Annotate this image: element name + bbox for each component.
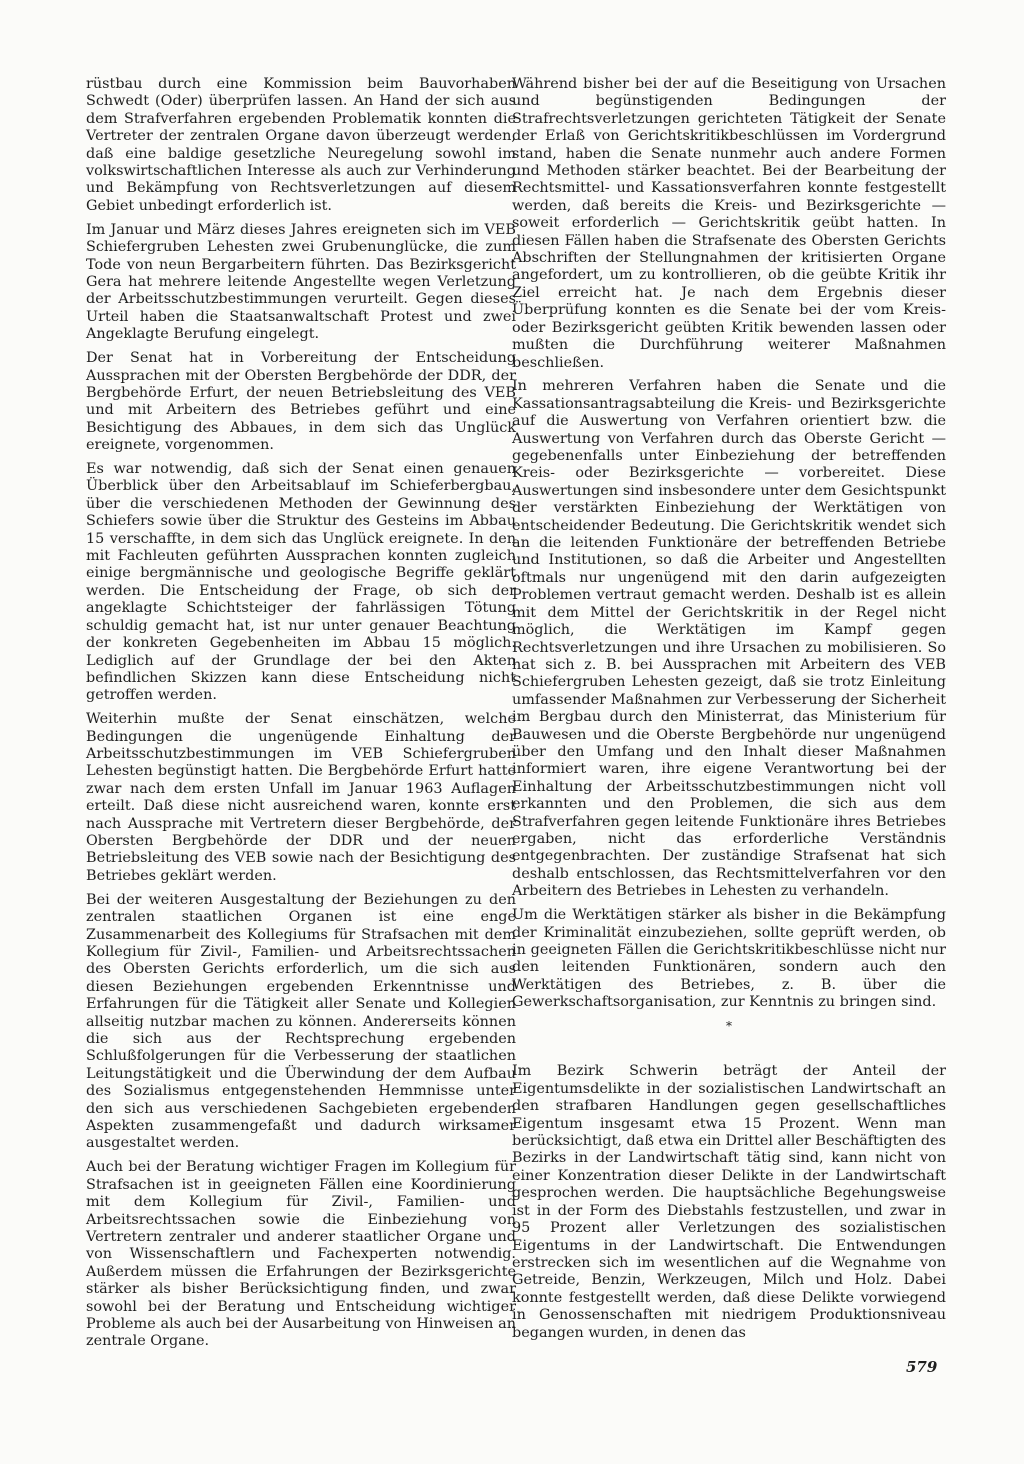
paragraph: Der Senat hat in Vorbereitung der Entscheidung Aussprachen mit der Obersten Bergbehörde der DDR, der Bergbehörde Erfurt, der neuen Betriebsleitung des VEB und mit Arbeitern des Betriebes geführt und eine Besichtigung des Abbaues, in dem sich das Unglück ereignete, vorgenommen. <box>86 350 516 454</box>
paragraph: Weiterhin mußte der Senat einschätzen, welche Bedingungen die ungenügende Einhaltung der Arbeitsschutzbestimmungen im VEB Schiefergruben Lehesten begünstigt hatten. Die Bergbehörde Erfurt hatte zwar nach dem ersten Unfall im Januar 1963 Auflagen erteilt. Daß diese nicht ausreichend waren, konnte erst nach Aussprache mit Vertretern dieser Bergbehörde, der Obersten Bergbehörde der DDR und der neuen Betriebsleitung des VEB sowie nach der Besichtigung des Betriebes geklärt werden. <box>86 711 516 884</box>
left-column <box>86 76 516 1357</box>
paragraph: Auch bei der Beratung wichtiger Fragen im Kollegium für Strafsachen ist in geeigneten Fällen eine Koordinierung mit dem Kollegium für Zivil-, Familien- und Arbeitsrechtssachen sowie die Einbeziehung von Vertretern zentraler und anderer staatlicher Organe und von Wissenschaftlern und Fachexperten notwendig. Außerdem müssen die Erfahrungen der Bezirksgerichte stärker als bisher Berücksichtigung finden, und zwar sowohl bei der Beratung und Entscheidung wichtiger Probleme als auch bei der Ausarbeitung von Hinweisen an zentrale Organe. <box>86 1159 516 1350</box>
paragraph: Bei der weiteren Ausgestaltung der Beziehungen zu den zentralen staatlichen Organen ist eine enge Zusammenarbeit des Kollegiums für Strafsachen mit dem Kollegium für Zivil-, Familien- und Arbeitsrechtssachen des Obersten Gerichts erforderlich, um die sich aus diesen Beziehungen ergebenden Erkenntnisse und Erfahrungen für die Tätigkeit aller Senate und Kollegien allseitig nutzbar machen zu können. Andererseits können die sich aus der Rechtsprechung ergebenden Schlußfolgerungen für die Verbesserung der staatlichen Leitungstätigkeit und die Überwindung der dem Aufbau des Sozialismus entgegenstehenden Hemmnisse unter den sich aus verschiedenen Sachgebieten ergebenden Aspekten zusammengefaßt und dadurch wirksamer ausgestaltet werden. <box>86 891 516 1152</box>
paragraph: In mehreren Verfahren haben die Senate und die Kassationsantragsabteilung die Kreis- und Bezirksgerichte auf die Auswertung von Verfahren orientiert bzw. die Auswertung von Verfahren durch das Oberste Gericht — gegebenenfalls unter Einbeziehung der betreffenden Kreis- oder Bezirksgerichte — vorbereitet. Diese Auswertungen sind insbesondere unter dem Gesichtspunkt der verstärkten Einbeziehung der Werktätigen von entscheidender Bedeutung. Die Gerichtskritik wendet sich an die leitenden Funktionäre der betreffenden Betriebe und Institutionen, so daß die Arbeiter und Angestellten oftmals nur ungenügend mit den darin aufgezeigten Problemen vertraut gemacht werden. Deshalb ist es allein mit dem Mittel der Gerichtskritik in der Regel nicht möglich, die Werktätigen im Kampf gegen Rechtsverletzungen und ihre Ursachen zu mobilisieren. So hat sich z. B. bei Aussprachen mit Arbeitern des VEB Schiefergruben Lehesten gezeigt, daß sie trotz Einleitung umfassender Maßnahmen zur Verbesserung der Sicherheit im Bergbau durch den Ministerrat, das Ministerium für Bauwesen und die Oberste Bergbehörde nur ungenügend über den Umfang und den Inhalt dieser Maßnahmen informiert waren, ihre eigene Verantwortung bei der Einhaltung der Arbeitsschutzbestimmungen nicht voll erkannten und den Problemen, die sich aus dem Strafverfahren gegen leitende Funktionäre ihres Betriebes ergaben, nicht das erforderliche Verständnis entgegenbrachten. Der zuständige Strafsenat hat sich deshalb entschlossen, das Rechtsmittelverfahren vor den Arbeitern des Betriebes in Lehesten zu verhandeln. <box>512 378 946 900</box>
paragraph: Im Bezirk Schwerin beträgt der Anteil der Eigentumsdelikte in der sozialistischen Landwirtschaft an den strafbaren Handlungen gegen gesellschaftliches Eigentum insgesamt etwa 15 Prozent. Wenn man berücksichtigt, daß etwa ein Drittel aller Beschäftigten des Bezirks in der Landwirtschaft tätig sind, kann nicht von einer Konzentration dieser Delikte in der Landwirtschaft gesprochen werden. Die hauptsächliche Begehungsweise ist in der Form des Diebstahls festzustellen, und zwar in 95 Prozent aller Verletzungen des sozialistischen Eigentums in der Landwirtschaft. Die Entwendungen erstrecken sich im wesentlichen auf die Wegnahme von Getreide, Benzin, Werkzeugen, Milch und Holz. Dabei konnte festgestellt werden, daß diese Delikte vorwiegend in Genossenschaften mit niedrigem Produktionsniveau begangen wurden, in denen das <box>512 1063 946 1341</box>
paragraph: Im Januar und März dieses Jahres ereigneten sich im VEB Schiefergruben Lehesten zwei Grubenunglücke, die zum Tode von neun Bergarbeitern führten. Das Bezirksgericht Gera hat mehrere leitende Angestellte wegen Verletzung der Arbeitsschutzbestimmungen verurteilt. Gegen dieses Urteil haben die Staatsanwaltschaft Protest und zwei Angeklagte Berufung eingelegt. <box>86 221 516 343</box>
paragraph: Während bisher bei der auf die Beseitigung von Ursachen und begünstigenden Bedingungen der Strafrechtsverletzungen gerichteten Tätigkeit der Senate der Erlaß von Gerichtskritikbeschlüssen im Vordergrund stand, haben die Senate nunmehr auch andere Formen und Methoden stärker beachtet. Bei der Bearbeitung der Rechtsmittel- und Kassationsverfahren konnte festgestellt werden, daß bereits die Kreis- und Bezirksgerichte — soweit erforderlich — Gerichtskritik geübt hatten. In diesen Fällen haben die Strafsenate des Obersten Gerichts Abschriften der Stellungnahmen der kritisierten Organe angefordert, um zu kontrollieren, ob die geübte Kritik ihr Ziel erreicht hat. Je nach dem Ergebnis dieser Überprüfung konnten es die Senate bei der vom Kreis- oder Bezirksgericht geübten Kritik bewenden lassen oder mußten die Durchführung weiterer Maßnahmen beschließen. <box>512 76 946 371</box>
paragraph: Es war notwendig, daß sich der Senat einen genauen Überblick über den Arbeitsablauf im Schieferbergbau, über die verschiedenen Methoden der Gewinnung des Schiefers sowie über die Struktur des Gesteins im Abbau 15 verschaffte, in dem sich das Unglück ereignete. In den mit Fachleuten geführten Aussprachen konnten zugleich einige bergmännische und geologische Begriffe geklärt werden. Die Entscheidung der Frage, ob sich der angeklagte Schichtsteiger der fahrlässigen Tötung schuldig gemacht hat, ist nur unter genauer Beachtung der konkreten Gegebenheiten im Abbau 15 möglich. Lediglich auf der Grundlage der bei den Akten befindlichen Skizzen kann diese Entscheidung nicht getroffen werden. <box>86 461 516 704</box>
paragraph: Um die Werktätigen stärker als bisher in die Bekämpfung der Kriminalität einzubeziehen, sollte geprüft werden, ob in geeigneten Fällen die Gerichtskritikbeschlüsse nicht nur den leitenden Funktionären, sondern auch den Werktätigen des Betriebes, z. B. über die Gewerkschaftsorganisation, zur Kenntnis zu bringen sind. <box>512 907 946 1011</box>
right-column <box>512 76 946 1348</box>
section-divider: * <box>726 1019 732 1034</box>
paragraph: rüstbau durch eine Kommission beim Bauvorhaben Schwedt (Oder) überprüfen lassen. An Hand der sich aus dem Strafverfahren ergebenden Problematik konnten die Vertreter der zentralen Organe davon überzeugt werden, daß eine baldige gesetzliche Neuregelung sowohl im volkswirtschaftlichen Interesse als auch zur Verhinderung und Bekämpfung von Rechtsverletzungen auf diesem Gebiet unbedingt erforderlich ist. <box>86 76 516 214</box>
page-number: 579 <box>906 1358 938 1376</box>
